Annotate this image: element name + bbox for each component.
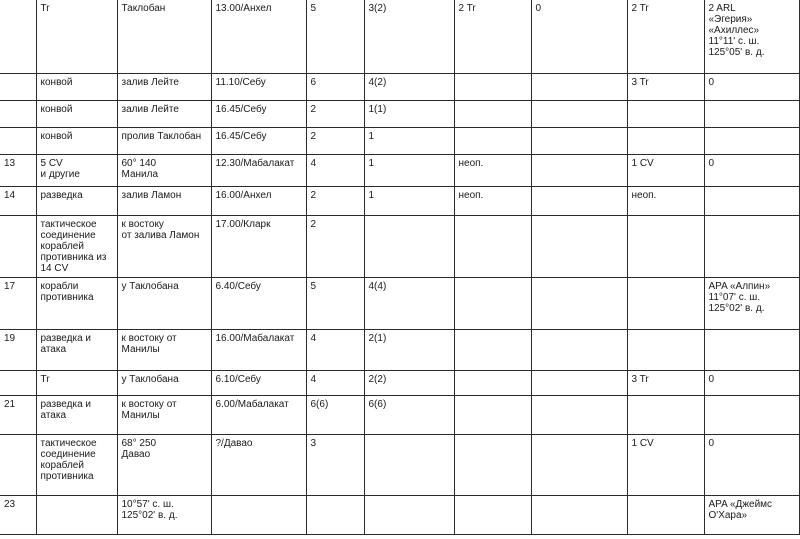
cell-aircraft: 6 <box>306 74 364 101</box>
cell-day <box>0 435 36 496</box>
cell-damaged <box>531 278 627 330</box>
cell-day: 17 <box>0 278 36 330</box>
cell-sunk <box>454 396 531 435</box>
cell-damaged <box>531 496 627 535</box>
cell-target: конвой <box>36 74 117 101</box>
cell-sunk: неоп. <box>454 155 531 187</box>
cell-target <box>36 496 117 535</box>
cell-claimed: 3 Tr <box>627 371 704 396</box>
table-row <box>0 330 799 371</box>
cell-day: 19 <box>0 330 36 371</box>
cell-day <box>0 0 36 74</box>
cell-day <box>0 371 36 396</box>
cell-sunk <box>454 74 531 101</box>
cell-losses: 4(4) <box>364 278 454 330</box>
table-row <box>0 128 799 155</box>
cell-damaged <box>531 101 627 128</box>
table-row <box>0 0 799 74</box>
cell-losses: 1 <box>364 128 454 155</box>
cell-target: разведка и атака <box>36 396 117 435</box>
cell-location: 60° 140 Манила <box>117 155 211 187</box>
cell-damaged <box>531 396 627 435</box>
cell-notes: APA «Джеймс О'Хара» <box>704 496 799 535</box>
cell-location: пролив Таклобан <box>117 128 211 155</box>
cell-target: конвой <box>36 101 117 128</box>
cell-notes <box>704 216 799 278</box>
cell-sunk <box>454 128 531 155</box>
cell-sunk <box>454 371 531 396</box>
cell-day: 21 <box>0 396 36 435</box>
cell-location: Таклобан <box>117 0 211 74</box>
cell-sunk <box>454 435 531 496</box>
cell-day: 14 <box>0 187 36 216</box>
cell-sunk: неоп. <box>454 187 531 216</box>
cell-location: к востоку от Манилы <box>117 330 211 371</box>
cell-target: разведка и атака <box>36 330 117 371</box>
cell-location: залив Ламон <box>117 187 211 216</box>
cell-damaged <box>531 330 627 371</box>
cell-time-base <box>211 496 306 535</box>
cell-time-base: 17.00/Кларк <box>211 216 306 278</box>
cell-location: залив Лейте <box>117 101 211 128</box>
cell-day <box>0 74 36 101</box>
cell-target: 5 CV и другие <box>36 155 117 187</box>
cell-aircraft: 3 <box>306 435 364 496</box>
cell-damaged <box>531 74 627 101</box>
cell-location: залив Лейте <box>117 74 211 101</box>
cell-damaged <box>531 128 627 155</box>
cell-sunk <box>454 101 531 128</box>
cell-target: Tr <box>36 371 117 396</box>
cell-aircraft: 2 <box>306 101 364 128</box>
table-row <box>0 101 799 128</box>
cell-time-base: ?/Давао <box>211 435 306 496</box>
cell-day: 13 <box>0 155 36 187</box>
table-row <box>0 187 799 216</box>
cell-sunk <box>454 278 531 330</box>
cell-time-base: 16.00/Анхел <box>211 187 306 216</box>
cell-losses: 1(1) <box>364 101 454 128</box>
cell-damaged <box>531 371 627 396</box>
table-row <box>0 216 799 278</box>
cell-notes: 0 <box>704 435 799 496</box>
cell-notes <box>704 128 799 155</box>
cell-target: Tr <box>36 0 117 74</box>
cell-target: тактическое соединение кораблей противника <box>36 435 117 496</box>
cell-claimed <box>627 128 704 155</box>
cell-notes <box>704 396 799 435</box>
cell-claimed <box>627 278 704 330</box>
cell-time-base: 6.00/Мабалакат <box>211 396 306 435</box>
cell-losses: 2(2) <box>364 371 454 396</box>
cell-time-base: 6.40/Себу <box>211 278 306 330</box>
cell-time-base: 16.00/Мабалакат <box>211 330 306 371</box>
cell-losses: 6(6) <box>364 396 454 435</box>
cell-claimed: 3 Tr <box>627 74 704 101</box>
cell-damaged <box>531 187 627 216</box>
cell-aircraft <box>306 496 364 535</box>
cell-losses <box>364 496 454 535</box>
cell-notes: APA «Алпин» 11°07' с. ш. 125°02' в. д. <box>704 278 799 330</box>
cell-day <box>0 128 36 155</box>
cell-losses <box>364 216 454 278</box>
table-row <box>0 371 799 396</box>
cell-claimed: 1 CV <box>627 435 704 496</box>
cell-day: 23 <box>0 496 36 535</box>
cell-notes: 0 <box>704 74 799 101</box>
cell-aircraft: 4 <box>306 371 364 396</box>
cell-location: 10°57' с. ш. 125°02' в. д. <box>117 496 211 535</box>
table-row <box>0 435 799 496</box>
cell-losses: 2(1) <box>364 330 454 371</box>
cell-damaged <box>531 155 627 187</box>
cell-sunk <box>454 330 531 371</box>
cell-notes: 2 ARL «Эгерия» «Ахиллес» 11°11' с. ш. 125°05' в. д. <box>704 0 799 74</box>
cell-aircraft: 5 <box>306 0 364 74</box>
cell-notes <box>704 187 799 216</box>
cell-location: к востоку от Манилы <box>117 396 211 435</box>
cell-target: конвой <box>36 128 117 155</box>
cell-location: у Таклобана <box>117 371 211 396</box>
cell-aircraft: 4 <box>306 155 364 187</box>
cell-losses: 4(2) <box>364 74 454 101</box>
cell-claimed <box>627 330 704 371</box>
cell-damaged: 0 <box>531 0 627 74</box>
cell-target: корабли противника <box>36 278 117 330</box>
cell-losses <box>364 435 454 496</box>
cell-sunk: 2 Tr <box>454 0 531 74</box>
cell-damaged <box>531 435 627 496</box>
cell-aircraft: 4 <box>306 330 364 371</box>
cell-notes <box>704 101 799 128</box>
cell-sunk <box>454 216 531 278</box>
cell-target: разведка <box>36 187 117 216</box>
cell-aircraft: 6(6) <box>306 396 364 435</box>
cell-claimed <box>627 101 704 128</box>
cell-damaged <box>531 216 627 278</box>
cell-aircraft: 5 <box>306 278 364 330</box>
cell-target: тактическое соединение кораблей противника из 14 CV <box>36 216 117 278</box>
table-row <box>0 396 799 435</box>
table-row <box>0 496 799 535</box>
cell-claimed: 1 CV <box>627 155 704 187</box>
cell-claimed <box>627 216 704 278</box>
cell-aircraft: 2 <box>306 216 364 278</box>
cell-location: у Таклобана <box>117 278 211 330</box>
cell-notes <box>704 330 799 371</box>
cell-day <box>0 101 36 128</box>
cell-location: 68° 250 Давао <box>117 435 211 496</box>
cell-location: к востоку от залива Ламон <box>117 216 211 278</box>
cell-claimed: неоп. <box>627 187 704 216</box>
cell-notes: 0 <box>704 155 799 187</box>
cell-day <box>0 216 36 278</box>
cell-notes: 0 <box>704 371 799 396</box>
cell-time-base: 13.00/Анхел <box>211 0 306 74</box>
table-row <box>0 155 799 187</box>
cell-time-base: 16.45/Себу <box>211 128 306 155</box>
cell-time-base: 12.30/Мабалакат <box>211 155 306 187</box>
cell-time-base: 6.10/Себу <box>211 371 306 396</box>
cell-time-base: 11.10/Себу <box>211 74 306 101</box>
cell-losses: 1 <box>364 187 454 216</box>
cell-claimed: 2 Tr <box>627 0 704 74</box>
cell-claimed <box>627 496 704 535</box>
cell-losses: 3(2) <box>364 0 454 74</box>
cell-aircraft: 2 <box>306 128 364 155</box>
cell-losses: 1 <box>364 155 454 187</box>
table-row <box>0 74 799 101</box>
cell-claimed <box>627 396 704 435</box>
cell-sunk <box>454 496 531 535</box>
cell-time-base: 16.45/Себу <box>211 101 306 128</box>
cell-aircraft: 2 <box>306 187 364 216</box>
table-row <box>0 278 799 330</box>
